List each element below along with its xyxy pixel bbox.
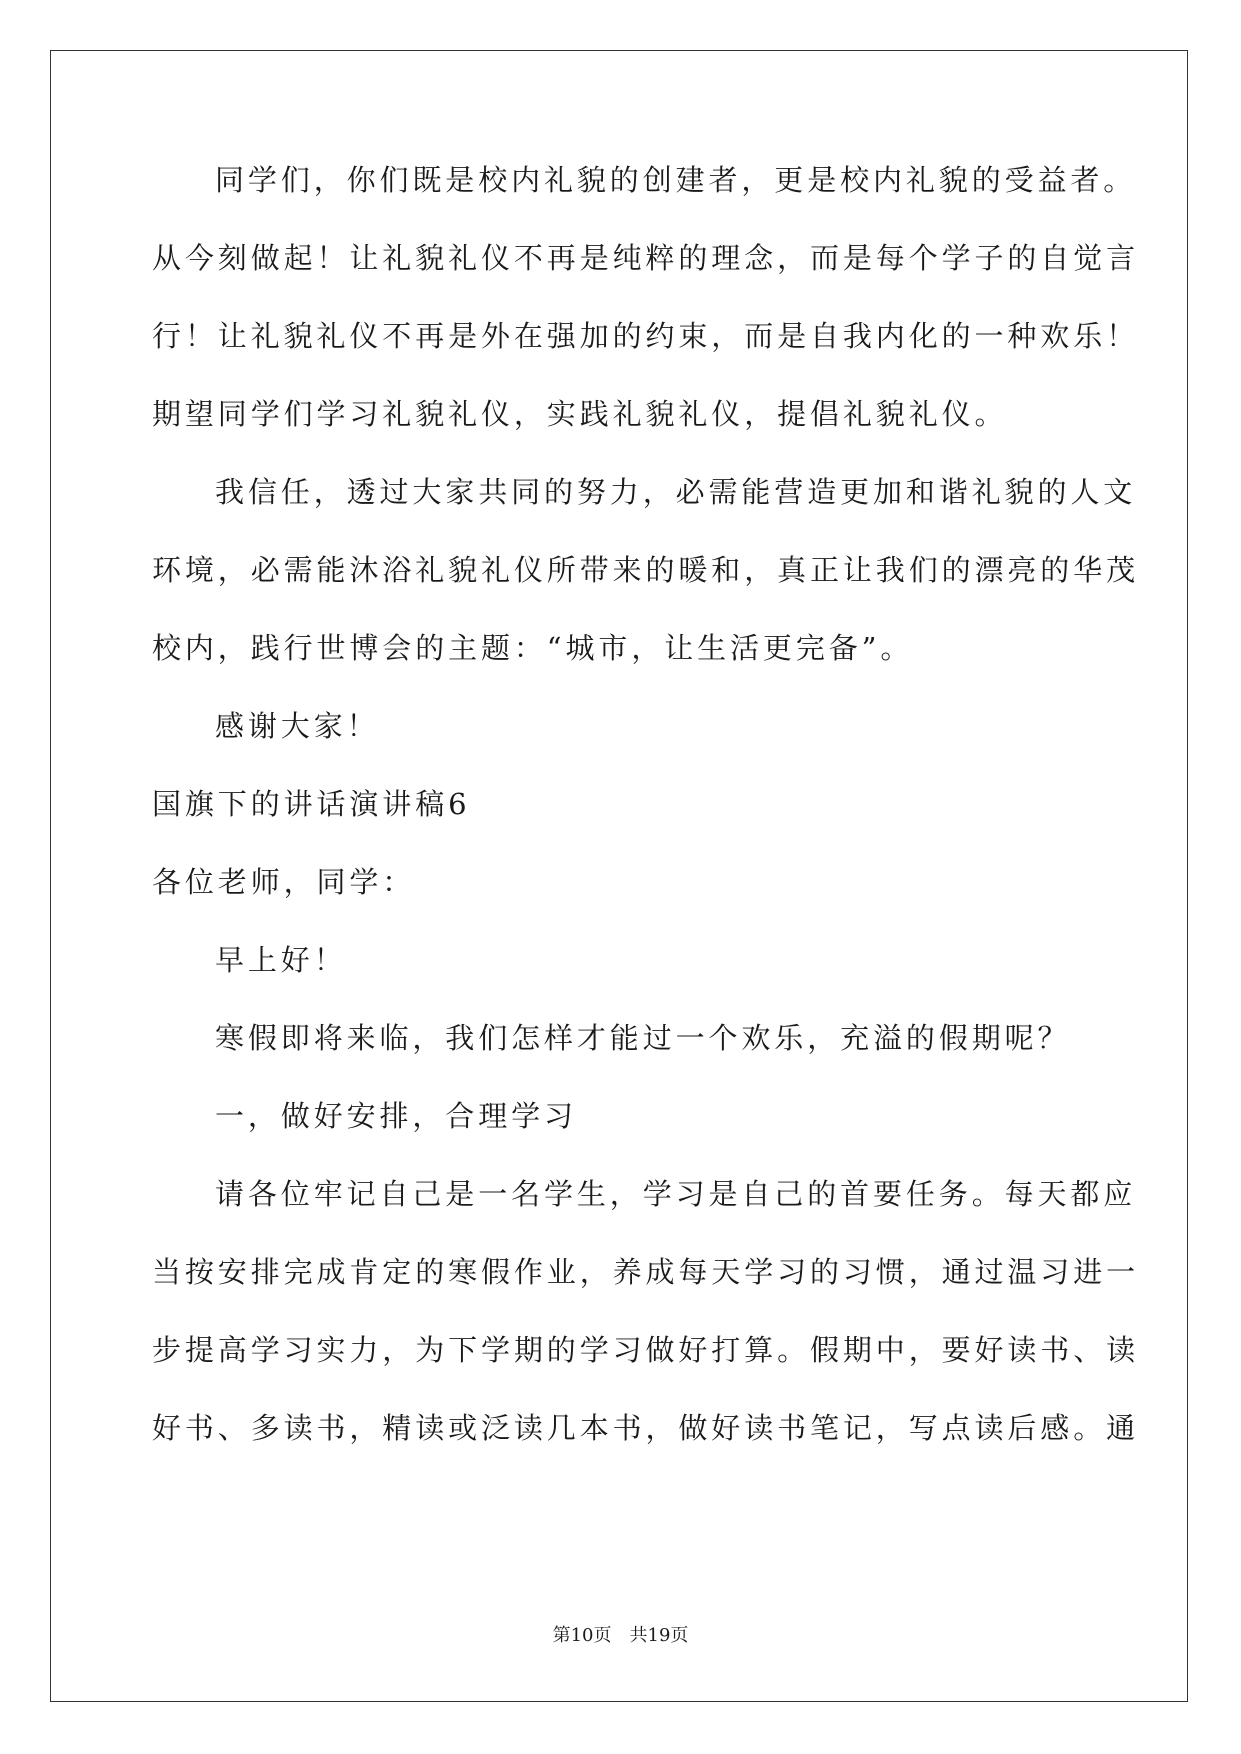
paragraph-line: 行！让礼貌礼仪不再是外在强加的约束，而是自我内化的一种欢乐！ bbox=[152, 319, 1140, 353]
paragraph-line: 步提高学习实力，为下学期的学习做好打算。假期中，要好读书、读 bbox=[152, 1333, 1140, 1367]
paragraph-line: 请各位牢记自己是一名学生，学习是自己的首要任务。每天都应 bbox=[215, 1177, 1137, 1211]
paragraph-line: 环境，必需能沐浴礼貌礼仪所带来的暖和，真正让我们的漂亮的华茂 bbox=[152, 553, 1140, 587]
page-number: 第10页 bbox=[552, 1625, 612, 1646]
paragraph-line: 当按安排完成肯定的寒假作业，养成每天学习的习惯，通过温习进一 bbox=[152, 1255, 1140, 1289]
paragraph-line: 我信任，透过大家共同的努力，必需能营造更加和谐礼貌的人文 bbox=[215, 475, 1137, 509]
closing-line: 感谢大家！ bbox=[215, 709, 380, 743]
greeting: 早上好！ bbox=[215, 943, 347, 977]
paragraph-line: 从今刻做起！让礼貌礼仪不再是纯粹的理念，而是每个学子的自觉言 bbox=[152, 241, 1140, 275]
paragraph-line: 同学们，你们既是校内礼貌的创建者，更是校内礼貌的受益者。 bbox=[215, 163, 1137, 197]
paragraph-line: 期望同学们学习礼貌礼仪，实践礼貌礼仪，提倡礼貌礼仪。 bbox=[152, 397, 1008, 431]
paragraph-line: 好书、多读书，精读或泛读几本书，做好读书笔记，写点读后感。通 bbox=[152, 1411, 1140, 1445]
paragraph-line: 校内，践行世博会的主题：“城市，让生活更完备”。 bbox=[152, 631, 914, 665]
salutation: 各位老师，同学： bbox=[152, 865, 416, 899]
paragraph-line: 寒假即将来临，我们怎样才能过一个欢乐，充溢的假期呢？ bbox=[215, 1021, 1071, 1055]
page-total: 共19页 bbox=[629, 1625, 689, 1646]
page-footer bbox=[0, 1624, 1241, 1648]
section-title: 国旗下的讲话演讲稿6 bbox=[152, 787, 471, 821]
subheading: 一，做好安排，合理学习 bbox=[215, 1099, 577, 1133]
